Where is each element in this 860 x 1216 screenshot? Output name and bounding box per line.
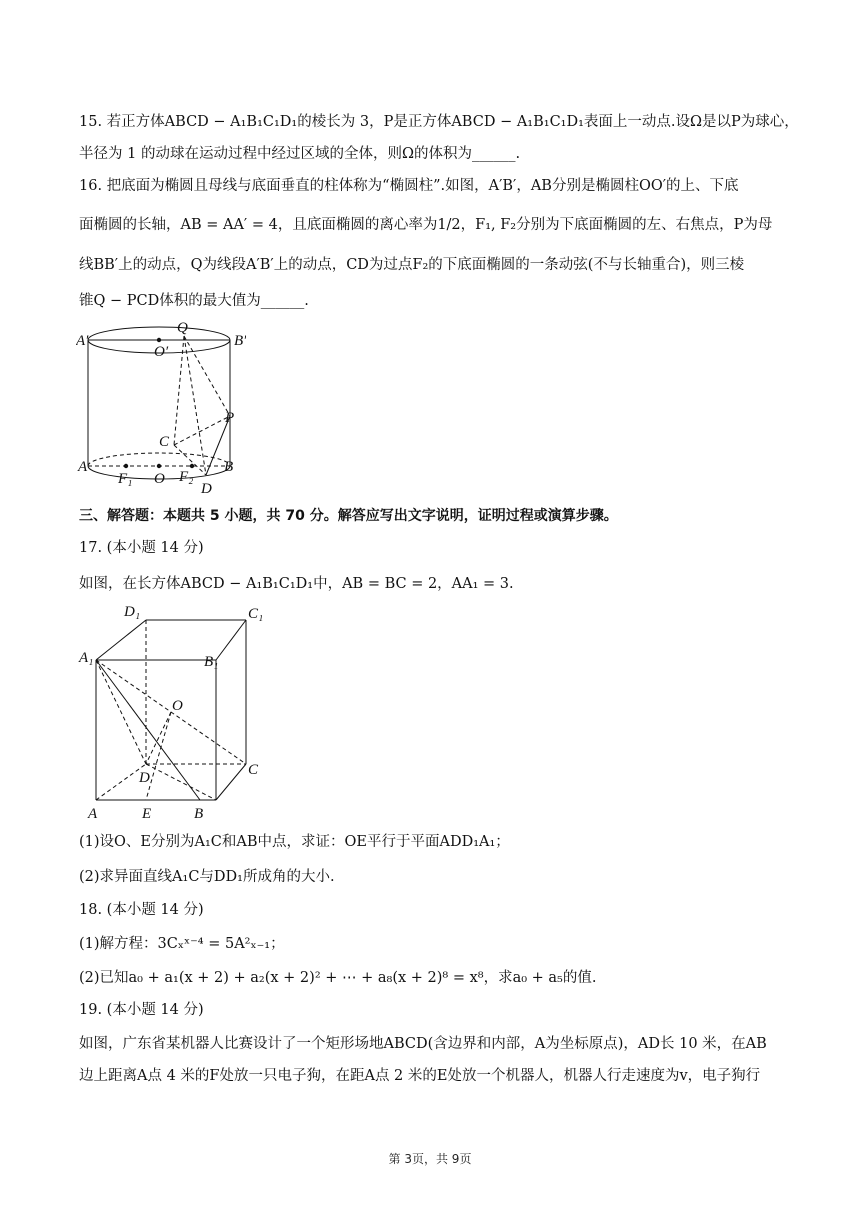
q19-line-2: 边上距离A点 4 米的F处放一只电子狗，在距A点 2 米的E处放一个机器人，机器人行走速度为v，电子狗行 [79, 1068, 761, 1084]
q17-header: 17. (本小题 14 分) [79, 540, 204, 556]
label-e: E [142, 806, 152, 822]
label-a: A [88, 806, 98, 822]
q15-line-2: 半径为 1 的动球在运动过程中经过区域的全体，则Ω的体积为______. [79, 146, 521, 162]
label-d: D [201, 481, 212, 496]
label-d: D [139, 770, 150, 786]
q18-part-2: (2)已知a₀ + a₁(x + 2) + a₂(x + 2)² + ⋯ + a₈(x + 2)⁸ = x⁸，求a₀ + a₅的值. [79, 970, 597, 986]
q17-stem: 如图，在长方体ABCD − A₁B₁C₁D₁中，AB = BC = 2，AA₁ = 3. [79, 576, 514, 592]
label-c: C [248, 762, 259, 778]
section-heading: 三、解答题：本题共 5 小题，共 70 分。解答应写出文字说明，证明过程或演算步骤。 [79, 508, 618, 524]
label-c1: C₁ [248, 606, 264, 622]
q15-line-1: 15. 若正方体ABCD − A₁B₁C₁D₁的棱长为 3，P是正方体ABCD − A₁B₁C₁D₁表面上一动点.设Ω是以P为球心， [79, 114, 799, 130]
label-f2: F₂ [179, 469, 194, 485]
q17-part-1: (1)设O、E分别为A₁C和AB中点，求证：OE平行于平面ADD₁A₁； [79, 834, 510, 850]
label-o-prime: O′ [154, 344, 169, 360]
label-b: B [224, 459, 234, 475]
page-number-footer: 第 3页，共 9页 [388, 1152, 472, 1166]
elliptic-cylinder-figure [76, 318, 246, 496]
q19-line-1: 如图，广东省某机器人比赛设计了一个矩形场地ABCD(含边界和内部，A为坐标原点)，AD长 10 米，在AB [79, 1036, 767, 1052]
q16-line-1: 16. 把底面为椭圆且母线与底面垂直的柱体称为“椭圆柱”.如图，A′B′，AB分别是椭圆柱OO′的上、下底 [79, 178, 739, 194]
q16-line-2: 面椭圆的长轴，AB = AA′ = 4，且底面椭圆的离心率为1/2，F₁, F₂分别为下底面椭圆的左、右焦点，P为母 [79, 217, 773, 233]
label-b: B [194, 806, 204, 822]
label-c: C [159, 434, 170, 450]
label-q: Q [177, 320, 188, 336]
label-a: A [78, 459, 88, 475]
q18-header: 18. (本小题 14 分) [79, 902, 204, 918]
label-d1: D₁ [124, 604, 141, 620]
label-a1: A₁ [79, 650, 94, 666]
label-f1: F₁ [118, 471, 133, 487]
label-b-prime: B′ [234, 333, 246, 349]
cuboid-figure [76, 600, 276, 825]
q16-line-4: 锥Q − PCD体积的最大值为______. [79, 293, 309, 309]
q18-part-1: (1)解方程：3Cₓˣ⁻⁴ = 5A²ₓ₋₁； [79, 936, 285, 952]
q17-part-2: (2)求异面直线A₁C与DD₁所成角的大小. [79, 869, 335, 885]
label-b1: B₁ [204, 654, 219, 670]
label-o: O [172, 698, 183, 714]
q16-line-3: 线BB′上的动点，Q为线段A′B′上的动点，CD为过点F₂的下底面椭圆的一条动弦(不与长轴重合)，则三棱 [79, 257, 745, 273]
label-p: P [225, 410, 235, 426]
q19-header: 19. (本小题 14 分) [79, 1002, 204, 1018]
label-o: O [154, 471, 165, 487]
label-a-prime: A′ [76, 333, 89, 349]
